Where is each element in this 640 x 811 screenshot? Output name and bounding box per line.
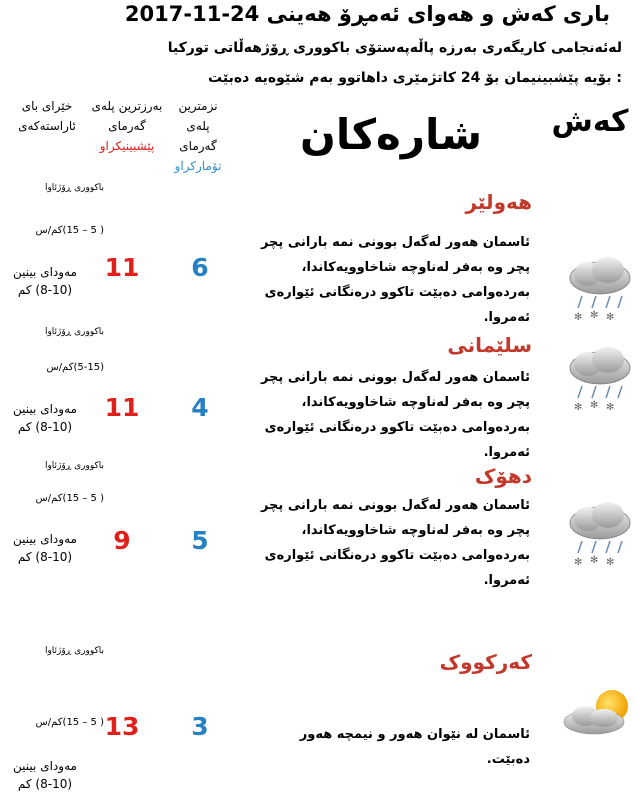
- city-description-sulaymaniyah: ئاسمان هەور لەگەل بوونی نمە بارانی پچر پچر وە بەفر لەناوچە شاخاوویەکاندا، بەردەوامی دەبێت تاکوو درەنگانی ئێوارەی ئەمروا.: [260, 370, 530, 460]
- city-name-sulaymaniyah: سلێمانی: [447, 333, 532, 357]
- forecast-note: : بۆیە پێشبینیمان بۆ 24 کاتژمێری داهاتوو بەم شێوەیە دەبێت: [208, 70, 622, 86]
- wind-speed-kirkuk: ( 5 – 15)کم/س: [35, 717, 104, 728]
- column-max-label: بەرزترین پلەی گەرمای: [91, 99, 163, 133]
- wind-speed-erbil: ( 5 – 15)کم/س: [35, 225, 104, 236]
- min-temp-kirkuk: 3: [191, 712, 209, 741]
- visibility-erbil: مەودای بینین (10-8) کم: [13, 265, 77, 297]
- column-wind: [2, 96, 92, 136]
- column-city: شارەکان: [300, 110, 483, 159]
- wind-speed-sulaymaniyah: (5-15)کم/س: [46, 362, 104, 373]
- snow-rain-cloud-icon: [560, 342, 640, 412]
- wind-direction-kirkuk: باکووری ڕۆژئاوا: [44, 646, 104, 656]
- visibility-kirkuk: مەودای بینین (10-8) کم: [13, 759, 77, 791]
- max-temp-erbil: 11: [104, 253, 140, 282]
- column-max: [90, 96, 164, 156]
- page-title: باری کەش و هەوای ئەمڕۆ هەینی 24-11-2017: [124, 2, 610, 26]
- max-temp-sulaymaniyah: 11: [104, 393, 140, 422]
- column-min: [166, 96, 230, 176]
- visibility-sulaymaniyah: مەودای بینین (10-8) کم: [13, 402, 77, 434]
- partly-cloudy-icon: [560, 680, 640, 750]
- min-temp-sulaymaniyah: 4: [191, 393, 209, 422]
- column-min-sub: تۆمارکراو: [174, 159, 222, 173]
- city-name-erbil: هەولێر: [465, 190, 532, 214]
- subtitle: لەئەنجامی کاریگەری بەرزە پاڵەپەستۆی باکووری ڕۆژهەڵاتی تورکیا: [167, 40, 622, 56]
- city-description-duhok: ئاسمان هەور لەگەل بوونی نمە بارانی پچر پچر وە بەفر لەناوچە شاخاوویەکاندا، بەردەوامی دەبێت تاکوو درەنگانی ئێوارەی ئەمروا.: [260, 498, 530, 588]
- snow-rain-cloud-icon: [560, 252, 640, 322]
- wind-direction-duhok: باکووری ڕۆژئاوا: [44, 461, 104, 471]
- min-temp-erbil: 6: [191, 253, 209, 282]
- visibility-duhok: مەودای بینین (10-8) کم: [13, 532, 77, 564]
- city-description-erbil: ئاسمان هەور لەگەل بوونی نمە بارانی پچر پچر وە بەفر لەناوچە شاخاوویەکاندا، بەردەوامی دەبێت تاکوو درەنگانی ئێوارەی ئەمروا.: [260, 235, 530, 325]
- city-name-duhok: دهۆک: [474, 464, 532, 488]
- column-max-sub: پێشبینیکراو: [99, 139, 155, 153]
- column-wind-label: خێرای بای ئاراستەکەی: [18, 99, 76, 133]
- wind-speed-duhok: ( 5 – 15)کم/س: [35, 493, 104, 504]
- wind-direction-sulaymaniyah: باکووری ڕۆژئاوا: [44, 327, 104, 337]
- column-min-label: نزمترین پلەی گەرمای: [178, 99, 218, 153]
- city-description-kirkuk: ئاسمان لە نێوان هەور و نیمچە هەور دەبێت.: [299, 727, 530, 767]
- wind-direction-erbil: باکووری ڕۆژئاوا: [44, 183, 104, 193]
- min-temp-duhok: 5: [191, 526, 209, 555]
- max-temp-kirkuk: 13: [104, 712, 140, 741]
- snow-rain-cloud-icon: [560, 497, 640, 567]
- max-temp-duhok: 9: [113, 526, 131, 555]
- column-weather: کەش: [551, 104, 629, 139]
- city-name-kirkuk: کەرکووک: [439, 650, 532, 674]
